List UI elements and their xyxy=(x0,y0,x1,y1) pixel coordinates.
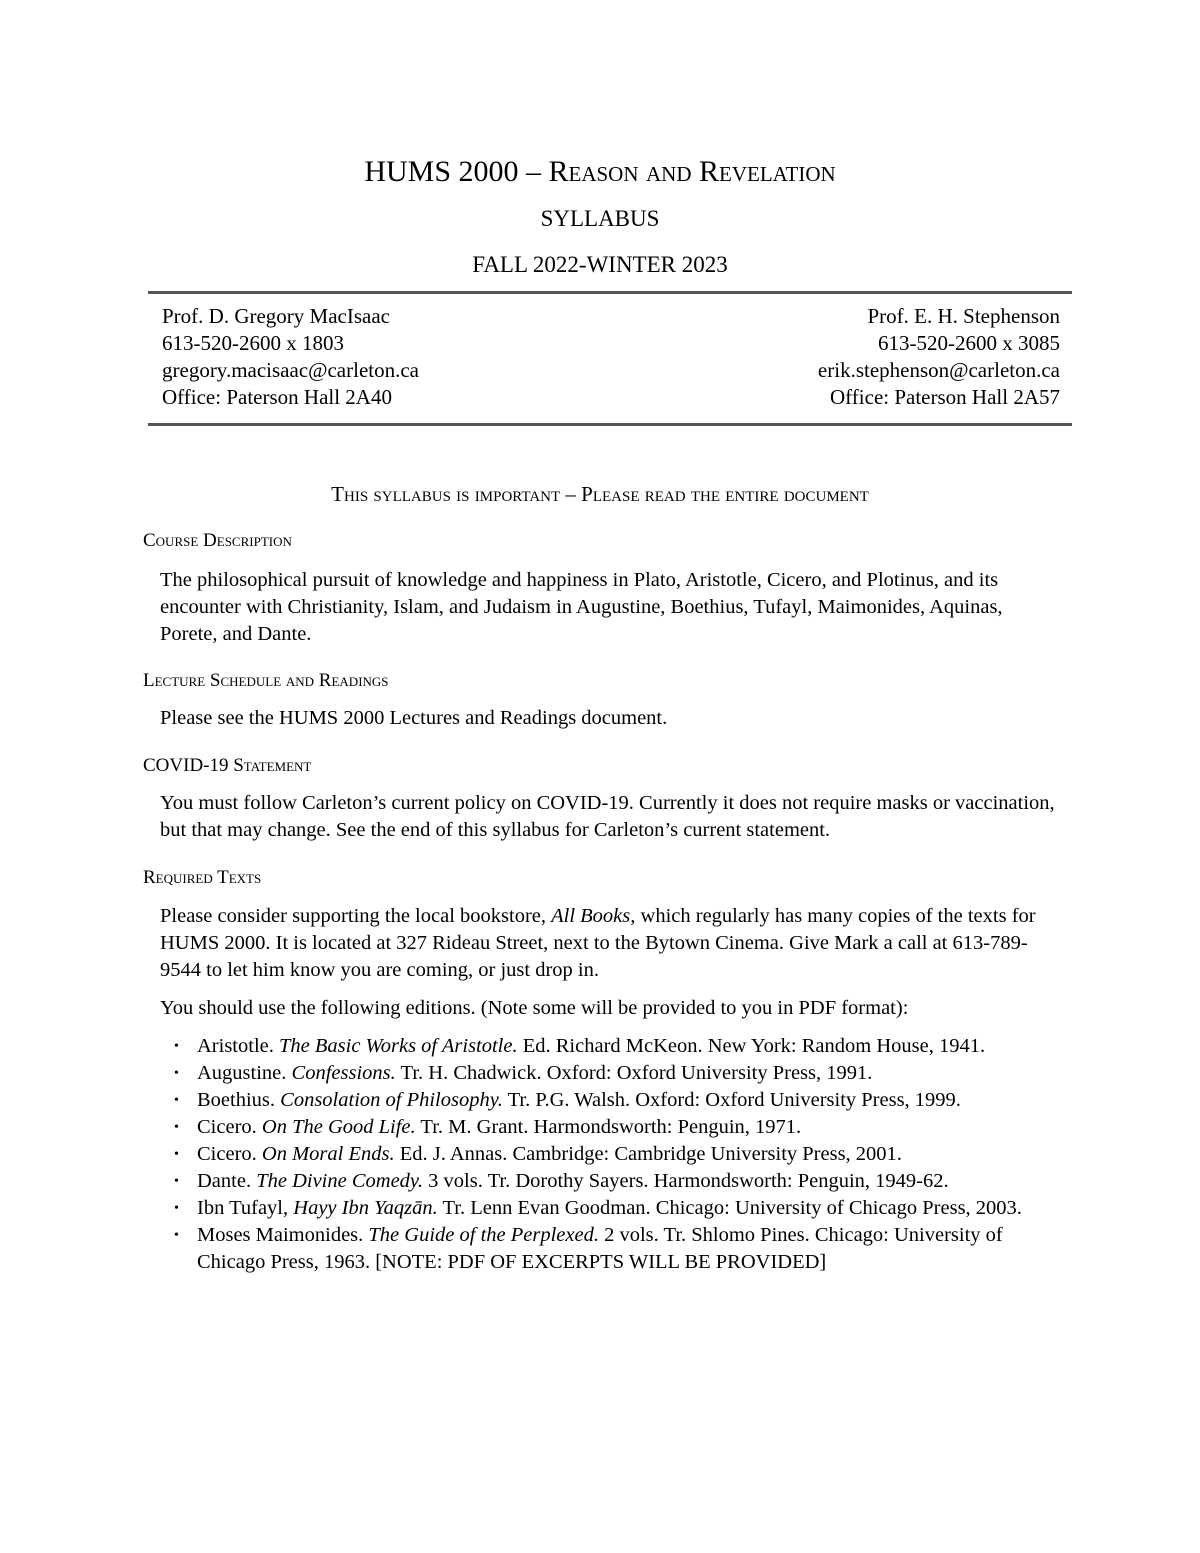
contact-block-macisaac xyxy=(162,303,419,411)
lecture-schedule-body: Please see the HUMS 2000 Lectures and Readings document. xyxy=(160,707,668,729)
book-details: Ed. J. Annas. Cambridge: Cambridge University Press, 2001. xyxy=(394,1143,902,1165)
contact-name: Prof. D. Gregory MacIsaac xyxy=(162,304,390,328)
book-title: On The Good Life. xyxy=(261,1116,416,1138)
book-list-item xyxy=(160,1141,1040,1168)
book-list xyxy=(160,1033,1040,1276)
heading-lecture-schedule: Lecture Schedule and Readings xyxy=(143,670,389,691)
bullet-icon: • xyxy=(174,1174,179,1189)
bullet-icon: • xyxy=(174,1228,179,1243)
contact-block-stephenson xyxy=(818,303,1060,411)
book-author: Augustine. xyxy=(197,1062,292,1084)
book-details: Tr. M. Grant. Harmondsworth: Penguin, 1971. xyxy=(415,1116,802,1138)
bullet-icon: • xyxy=(174,1093,179,1108)
book-details: Ed. Richard McKeon. New York: Random House, 1941. xyxy=(517,1035,986,1057)
book-details: Tr. Lenn Evan Goodman. Chicago: University of Chicago Press, 2003. xyxy=(437,1197,1022,1219)
book-list-item xyxy=(160,1060,1040,1087)
book-author: Moses Maimonides. xyxy=(197,1224,369,1246)
book-list-item xyxy=(160,1087,1040,1114)
book-details: Tr. P.G. Walsh. Oxford: Oxford University Press, 1999. xyxy=(502,1089,961,1111)
contact-office: Office: Paterson Hall 2A40 xyxy=(162,385,392,409)
book-title: Confessions. xyxy=(291,1062,396,1084)
bookstore-text-after: which regularly has many copies of the texts for HUMS 2000. It is located at 327 Rideau Street, next to the Bytown Cinema. Give Mark a call at 613-789-9544 to let him know you are coming, or just drop in. xyxy=(160,905,1036,981)
book-title: The Divine Comedy. xyxy=(256,1170,424,1192)
book-title: The Basic Works of Aristotle. xyxy=(279,1035,518,1057)
bullet-icon: • xyxy=(174,1039,179,1054)
contact-email[interactable]: gregory.macisaac@carleton.ca xyxy=(162,358,419,382)
book-author: Boethius. xyxy=(197,1089,281,1111)
header-rule-bottom xyxy=(148,423,1072,426)
contact-office: Office: Paterson Hall 2A57 xyxy=(830,385,1060,409)
book-author: Ibn Tufayl, xyxy=(197,1197,294,1219)
covid-statement-body: You must follow Carleton’s current policy on COVID-19. Currently it does not require masks or vaccination, but that may change. See the end of this syllabus for Carleton’s current statement. xyxy=(160,792,1055,841)
course-description-body: The philosophical pursuit of knowledge and happiness in Plato, Aristotle, Cicero, and Plotinus, and its encounter with Christianity, Islam, and Judaism in Augustine, Boethius, Tufayl, Maimonides, Aquinas, Porete, and Dante. xyxy=(160,569,1003,645)
book-title: On Moral Ends. xyxy=(261,1143,395,1165)
bookstore-name: All Books, xyxy=(551,905,636,927)
book-details: Tr. H. Chadwick. Oxford: Oxford University Press, 1991. xyxy=(395,1062,873,1084)
book-author: Aristotle. xyxy=(197,1035,279,1057)
header-rule-top xyxy=(148,291,1072,294)
bullet-icon: • xyxy=(174,1201,179,1216)
document-subtitle-syllabus: SYLLABUS xyxy=(540,206,660,231)
book-list-item xyxy=(160,1195,1040,1222)
document-subtitle-term: FALL 2022-WINTER 2023 xyxy=(472,252,728,277)
book-title: Consolation of Philosophy. xyxy=(280,1089,503,1111)
book-author: Dante. xyxy=(197,1170,257,1192)
heading-required-texts: Required Texts xyxy=(143,867,262,888)
book-details: 3 vols. Tr. Dorothy Sayers. Harmondsworth: Penguin, 1949-62. xyxy=(423,1170,949,1192)
required-texts-editions-para: You should use the following editions. (Note some will be provided to you in PDF format): xyxy=(160,997,909,1019)
contact-phone: 613-520-2600 x 1803 xyxy=(162,331,344,355)
bookstore-text-before: Please consider supporting the local bookstore, xyxy=(160,905,552,927)
book-title: Hayy Ibn Yaqzān. xyxy=(293,1197,438,1219)
heading-covid-statement: COVID-19 Statement xyxy=(143,755,312,776)
book-author: Cicero. xyxy=(197,1116,262,1138)
bullet-icon: • xyxy=(174,1147,179,1162)
book-title: The Guide of the Perplexed. xyxy=(368,1224,599,1246)
contact-name: Prof. E. H. Stephenson xyxy=(867,304,1060,328)
bullet-icon: • xyxy=(174,1120,179,1135)
contact-email[interactable]: erik.stephenson@carleton.ca xyxy=(817,358,1060,382)
important-notice: This syllabus is important – Please read the entire document xyxy=(331,482,869,506)
bullet-icon: • xyxy=(174,1066,179,1081)
book-author: Cicero. xyxy=(197,1143,262,1165)
book-list-item xyxy=(160,1222,1040,1276)
contact-phone: 613-520-2600 x 3085 xyxy=(878,331,1060,355)
heading-course-description: Course Description xyxy=(143,530,292,551)
document-title: HUMS 2000 – Reason and Revelation xyxy=(364,155,836,188)
book-list-item xyxy=(160,1168,1040,1195)
book-list-item xyxy=(160,1114,1040,1141)
book-list-item xyxy=(160,1033,1040,1060)
book-details: 2 vols. Tr. Shlomo Pines. Chicago: University of Chicago Press, 1963. [NOTE: PDF OF EXCERPTS WILL BE PROVIDED] xyxy=(197,1224,1003,1273)
required-texts-bookstore-para xyxy=(160,903,1065,984)
